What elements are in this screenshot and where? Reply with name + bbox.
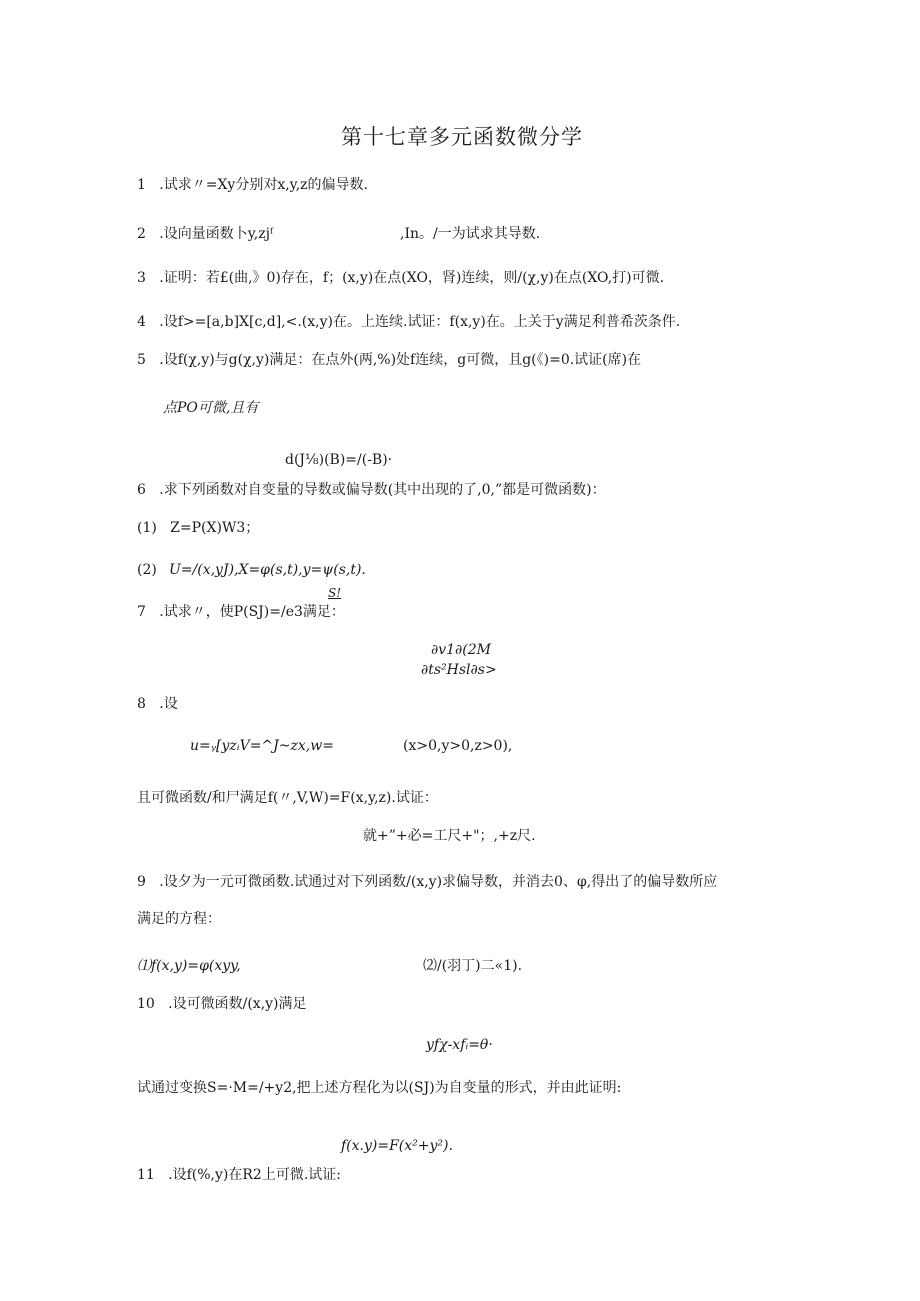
problem-1: 1 .试求〃=Xy分别对x,y,z的偏导数. [137,177,368,193]
problem-10-formula: yfχ-xfᵢ=θ· [426,1037,493,1053]
problem-9-item-1: ⑴f(x,y)=φ(xyy, [137,958,241,974]
problem-8-formula-2: 就+”+必=工尺+"；,+z尺. [363,828,536,844]
problem-7-superscript: S! [328,586,342,600]
problem-7: 7 .试求〃，使P(SJ)=/e3满足： [137,604,345,620]
problem-11: 11 .设f(%,y)在R2上可微.试证: [137,1167,341,1183]
problem-6-item-1: (1) Z=P(X)W3； [137,520,260,536]
problem-9-line2: 满足的方程： [137,911,221,927]
problem-2: 2 .设向量函数卜y,zjᶠ [137,226,274,242]
problem-10-formula-2: f(x.y)=F(x²+y²). [341,1138,453,1154]
problem-5-line2: 点PO可微,且有 [163,400,259,416]
problem-5: 5 .设f(χ,y)与g(χ,y)满足：在点外(两,%)处f连续，g可微，且g(《)=0.试证(席)在 [137,352,642,368]
page-title: 第十七章多元函数微分学 [341,125,583,149]
problem-5-formula: d(J⅛)(B)=/(-B)· [285,452,393,468]
problem-3: 3 .证明：若£(曲,》0)存在，f；(x,y)在点(XO，肾)连续，则/(χ,y)在点(XO,打)可微. [137,270,665,286]
problem-8-condition: (x>0,y>0,z>0), [403,738,513,754]
problem-6-item-2: U=/(x,yJ),X=φ(s,t),y=ψ(s,t). [169,562,366,578]
problem-10-line2: 试通过变换S=·M=/+y2,把上述方程化为以(SJ)为自变量的形式，并由此证明: [137,1080,622,1096]
problem-7-formula-line2: ∂ts²Hsl∂s> [421,662,497,678]
problem-10: 10 .设可微函数/(x,y)满足 [137,996,307,1012]
problem-7-formula-line1: ∂v1∂(2M [431,642,491,658]
problem-6-item-2-label: (2) [137,562,171,578]
problem-4: 4 .设f>=[a,b]X[c,d],<.(x,y)在。上连续.试证：f(x,y)在。上关于y满足利普希茨条件. [137,314,681,330]
problem-6: 6 .求下列函数对自变量的导数或偏导数(其中出现的了,0,”都是可微函数)： [137,482,606,498]
problem-9-item-2: ⑵/(羽丁)二«1). [423,958,523,974]
problem-8-line2: 且可微函数/和尸满足f(〃,V,W)=F(x,y,z).试证： [137,790,438,806]
problem-9: 9 .设夕为一元可微函数.试通过对下列函数/(x,y)求偏导数，并消去0、φ,得出了的偏导数所应 [137,874,718,890]
problem-2-cont: ,In。/一为试求其导数. [400,226,541,242]
problem-8: 8 .设 [137,696,178,712]
problem-8-formula: u=ᵧ[yzᵢV=^J~zx,w= [190,738,334,754]
